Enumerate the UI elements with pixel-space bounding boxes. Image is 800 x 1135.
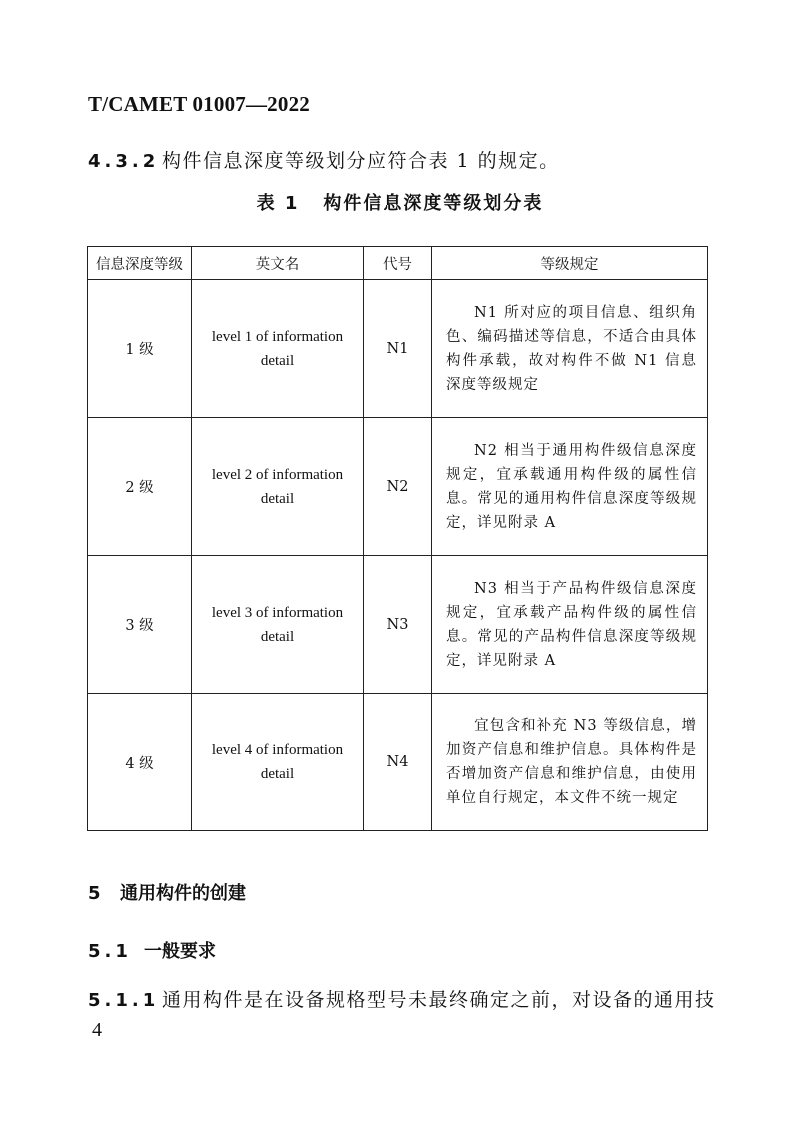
cell-level: 4 级: [88, 694, 192, 831]
table-row: [88, 418, 708, 556]
cell-english: [192, 418, 364, 556]
clause-text: 构件信息深度等级划分应符合表 1 的规定。: [162, 150, 560, 172]
section-5-heading: [88, 879, 246, 905]
english-line-1: level 4 of information: [211, 742, 344, 758]
section-5-1-heading: [88, 937, 216, 963]
clause-number: 5.1.1: [88, 990, 160, 1011]
clause-4-3-2: [88, 146, 560, 173]
standard-number-header: T/CAMET 01007—2022: [88, 92, 310, 116]
clause-number: 4.3.2: [88, 151, 160, 172]
table-caption: 构件信息深度等级划分表: [323, 193, 544, 214]
cell-rule: [432, 694, 708, 831]
cell-english: [192, 556, 364, 694]
cell-rule: [432, 418, 708, 556]
section-title: 通用构件的创建: [120, 883, 246, 904]
cell-english: [192, 694, 364, 831]
table-row: [88, 280, 708, 418]
english-line-1: level 1 of information: [211, 328, 344, 345]
rule-text: N2 相当于通用构件级信息深度规定，宜承载通用构件级的属性信息。常见的通用构件信息深度等级规定，详见附录 A: [446, 442, 697, 531]
table-header-row: [88, 247, 708, 280]
section-number: 5: [88, 883, 105, 904]
cell-code: N2: [364, 418, 432, 556]
cell-rule: [432, 556, 708, 694]
english-line-2: detail: [260, 490, 295, 507]
col-header-code: 代号: [364, 247, 432, 280]
clause-text: 通用构件是在设备规格型号未最终确定之前，对设备的通用技: [162, 989, 716, 1011]
clause-5-1-1: [88, 985, 716, 1012]
english-line-2: detail: [260, 352, 295, 369]
section-number: 5.1: [88, 941, 132, 962]
rule-text: N1 所对应的项目信息、组织角色、编码描述等信息，不适合由具体构件承载，故对构件不做 N1 信息深度等级规定: [446, 304, 697, 393]
cell-code: N3: [364, 556, 432, 694]
rule-text: N3 相当于产品构件级信息深度规定，宜承载产品构件级的属性信息。常见的产品构件信息深度等级规定，详见附录 A: [446, 580, 697, 669]
cell-english: [192, 280, 364, 418]
cell-rule: [432, 280, 708, 418]
table-title: [0, 189, 800, 215]
english-line-2: detail: [260, 628, 295, 645]
english-line-1: level 3 of information: [211, 604, 344, 621]
section-title: 一般要求: [144, 941, 216, 962]
rule-text: 宜包含和补充 N3 等级信息，增加资产信息和维护信息。具体构件是否增加资产信息和维护信息，由使用单位自行规定，本文件不统一规定: [446, 718, 697, 806]
col-header-rule: 等级规定: [432, 247, 708, 280]
col-header-level: 信息深度等级: [88, 247, 192, 280]
page-number: 4: [92, 1019, 102, 1041]
cell-level: 3 级: [88, 556, 192, 694]
cell-level: 1 级: [88, 280, 192, 418]
cell-code: N1: [364, 280, 432, 418]
cell-level: 2 级: [88, 418, 192, 556]
english-line-2: detail: [260, 766, 295, 782]
col-header-english: 英文名: [192, 247, 364, 280]
info-depth-table: [87, 246, 708, 831]
english-line-1: level 2 of information: [211, 466, 344, 483]
table-number: 表 1: [256, 193, 300, 214]
cell-code: N4: [364, 694, 432, 831]
table-row: [88, 694, 708, 831]
table-row: [88, 556, 708, 694]
